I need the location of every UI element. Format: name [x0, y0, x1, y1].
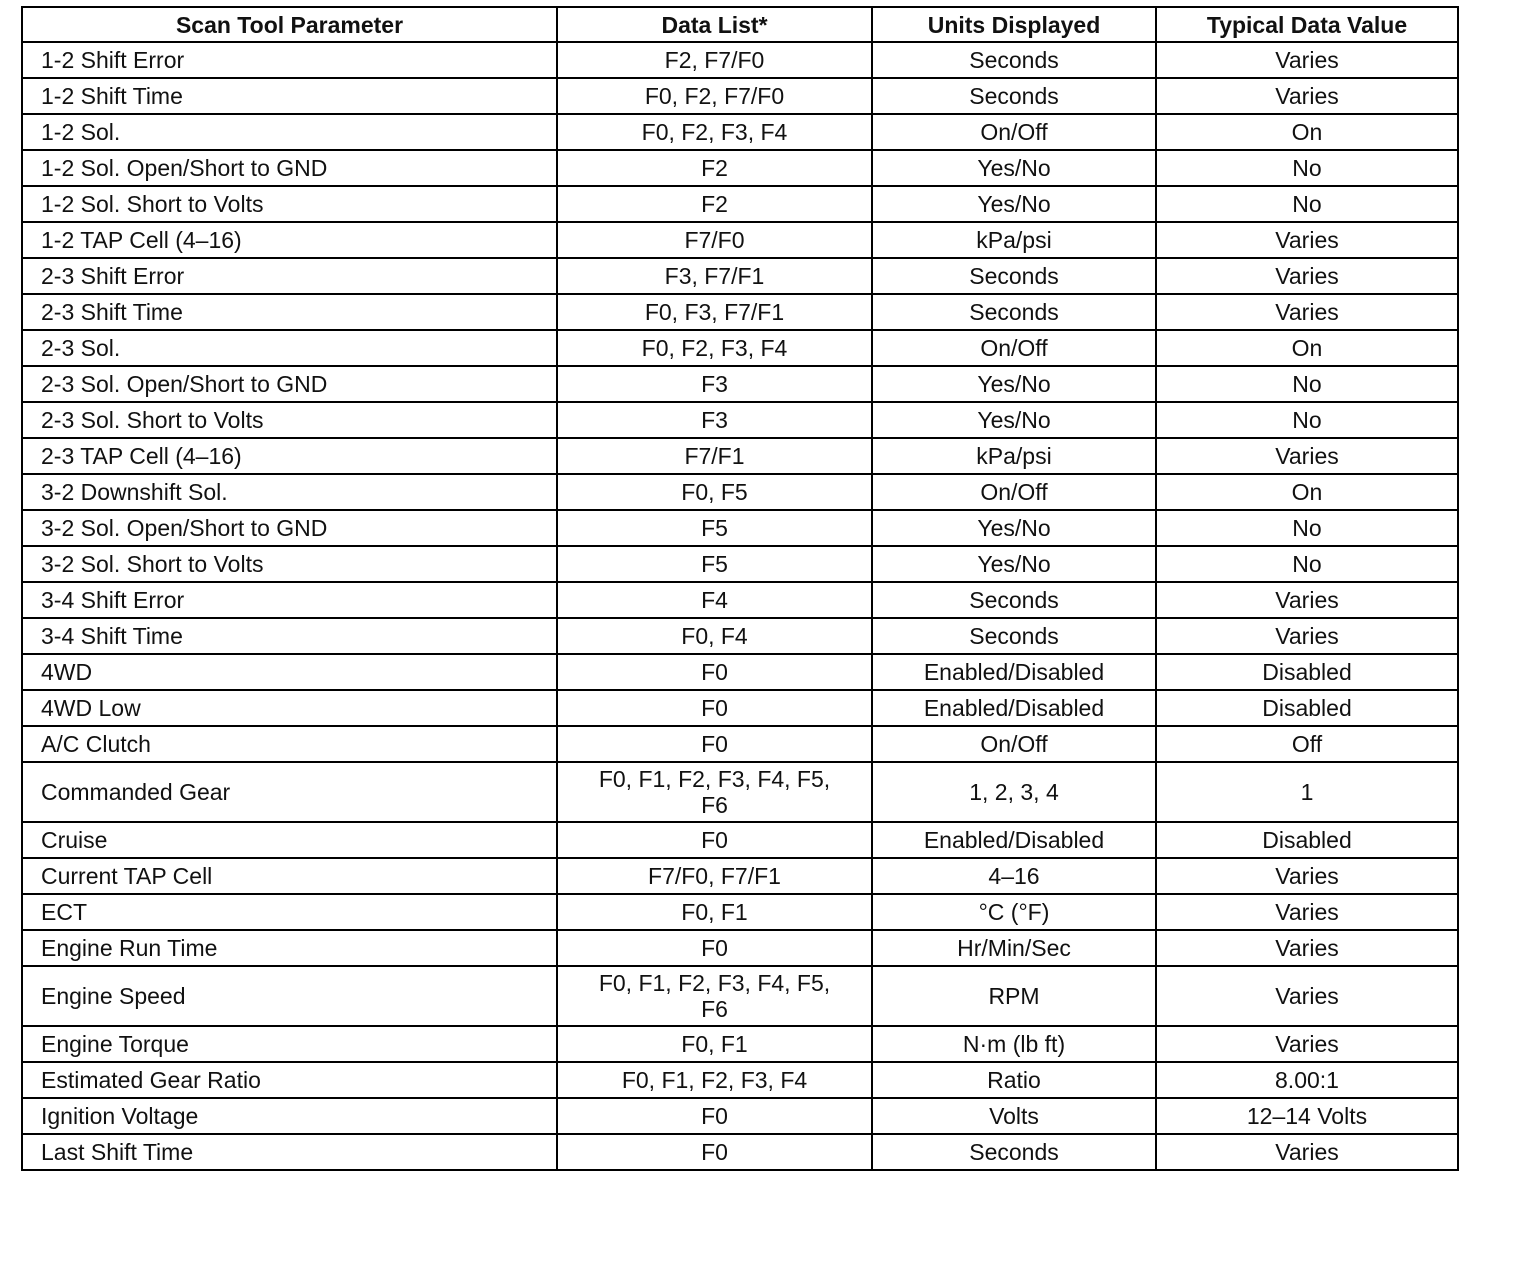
- units-cell: On/Off: [872, 474, 1156, 510]
- typical-value-cell: Disabled: [1156, 690, 1458, 726]
- data-list-cell: F5: [557, 546, 872, 582]
- units-cell: Seconds: [872, 294, 1156, 330]
- units-cell: On/Off: [872, 114, 1156, 150]
- parameter-cell: 3-4 Shift Time: [22, 618, 557, 654]
- data-list-cell: F4: [557, 582, 872, 618]
- units-cell: N·m (lb ft): [872, 1026, 1156, 1062]
- table-row: [22, 510, 1458, 546]
- parameter-cell: Engine Speed: [22, 966, 557, 1026]
- data-list-cell: F0, F3, F7/F1: [557, 294, 872, 330]
- table-row: [22, 222, 1458, 258]
- data-list-cell: F2: [557, 150, 872, 186]
- typical-value-cell: Varies: [1156, 1134, 1458, 1170]
- data-list-cell: F0, F5: [557, 474, 872, 510]
- typical-value-cell: Off: [1156, 726, 1458, 762]
- data-list-cell: F0, F2, F3, F4: [557, 114, 872, 150]
- parameter-cell: 1-2 Sol.: [22, 114, 557, 150]
- table-row: [22, 1062, 1458, 1098]
- table-row: [22, 546, 1458, 582]
- parameter-cell: 4WD: [22, 654, 557, 690]
- parameter-cell: Ignition Voltage: [22, 1098, 557, 1134]
- units-cell: RPM: [872, 966, 1156, 1026]
- units-cell: Enabled/Disabled: [872, 822, 1156, 858]
- table-row: [22, 474, 1458, 510]
- table-row: [22, 762, 1458, 822]
- units-cell: On/Off: [872, 330, 1156, 366]
- typical-value-cell: Disabled: [1156, 822, 1458, 858]
- units-cell: Seconds: [872, 582, 1156, 618]
- units-cell: 1, 2, 3, 4: [872, 762, 1156, 822]
- typical-value-cell: 12–14 Volts: [1156, 1098, 1458, 1134]
- typical-value-cell: On: [1156, 474, 1458, 510]
- data-list-cell: F7/F0, F7/F1: [557, 858, 872, 894]
- parameter-cell: Last Shift Time: [22, 1134, 557, 1170]
- table-row: [22, 822, 1458, 858]
- table-row: [22, 858, 1458, 894]
- parameter-cell: A/C Clutch: [22, 726, 557, 762]
- data-list-cell: F0, F1: [557, 1026, 872, 1062]
- typical-value-cell: Varies: [1156, 858, 1458, 894]
- units-cell: Volts: [872, 1098, 1156, 1134]
- table-row: [22, 330, 1458, 366]
- header-units-displayed: Units Displayed: [872, 7, 1156, 42]
- units-cell: Enabled/Disabled: [872, 690, 1156, 726]
- parameter-cell: 4WD Low: [22, 690, 557, 726]
- typical-value-cell: 1: [1156, 762, 1458, 822]
- header-scan-tool-parameter: Scan Tool Parameter: [22, 7, 557, 42]
- data-list-cell: F3, F7/F1: [557, 258, 872, 294]
- typical-value-cell: Varies: [1156, 618, 1458, 654]
- typical-value-cell: Varies: [1156, 966, 1458, 1026]
- parameter-cell: Estimated Gear Ratio: [22, 1062, 557, 1098]
- parameter-cell: 2-3 Sol.: [22, 330, 557, 366]
- data-list-cell: F0: [557, 822, 872, 858]
- parameter-cell: Engine Run Time: [22, 930, 557, 966]
- parameter-cell: 3-2 Downshift Sol.: [22, 474, 557, 510]
- typical-value-cell: Varies: [1156, 42, 1458, 78]
- typical-value-cell: Varies: [1156, 258, 1458, 294]
- typical-value-cell: No: [1156, 510, 1458, 546]
- typical-value-cell: No: [1156, 402, 1458, 438]
- units-cell: Yes/No: [872, 402, 1156, 438]
- parameter-cell: 3-4 Shift Error: [22, 582, 557, 618]
- parameter-cell: 1-2 Sol. Short to Volts: [22, 186, 557, 222]
- table-row: [22, 1098, 1458, 1134]
- units-cell: Seconds: [872, 1134, 1156, 1170]
- parameter-cell: 2-3 Shift Time: [22, 294, 557, 330]
- data-list-cell: F0, F1, F2, F3, F4, F5, F6: [557, 966, 872, 1026]
- units-cell: 4–16: [872, 858, 1156, 894]
- units-cell: Yes/No: [872, 546, 1156, 582]
- data-list-cell: F7/F0: [557, 222, 872, 258]
- table-row: [22, 258, 1458, 294]
- data-list-cell: F0, F1: [557, 894, 872, 930]
- typical-value-cell: No: [1156, 366, 1458, 402]
- table-row: [22, 966, 1458, 1026]
- parameter-cell: Engine Torque: [22, 1026, 557, 1062]
- typical-value-cell: Varies: [1156, 930, 1458, 966]
- data-list-cell: F0, F1, F2, F3, F4, F5, F6: [557, 762, 872, 822]
- scan-tool-parameter-table: [21, 6, 1459, 1171]
- table-row: [22, 402, 1458, 438]
- units-cell: Hr/Min/Sec: [872, 930, 1156, 966]
- typical-value-cell: Varies: [1156, 582, 1458, 618]
- units-cell: Enabled/Disabled: [872, 654, 1156, 690]
- data-list-cell: F0: [557, 654, 872, 690]
- table-row: [22, 294, 1458, 330]
- data-list-cell: F2: [557, 186, 872, 222]
- table-row: [22, 42, 1458, 78]
- data-list-cell: F0, F1, F2, F3, F4: [557, 1062, 872, 1098]
- data-list-cell: F5: [557, 510, 872, 546]
- table-row: [22, 726, 1458, 762]
- parameter-cell: 2-3 Sol. Short to Volts: [22, 402, 557, 438]
- table-row: [22, 1026, 1458, 1062]
- typical-value-cell: On: [1156, 114, 1458, 150]
- table-row: [22, 438, 1458, 474]
- data-list-cell: F7/F1: [557, 438, 872, 474]
- parameter-cell: Current TAP Cell: [22, 858, 557, 894]
- parameter-cell: 1-2 Shift Time: [22, 78, 557, 114]
- table-row: [22, 186, 1458, 222]
- data-list-cell: F0: [557, 1098, 872, 1134]
- units-cell: Seconds: [872, 258, 1156, 294]
- typical-value-cell: No: [1156, 150, 1458, 186]
- table-row: [22, 1134, 1458, 1170]
- units-cell: Seconds: [872, 78, 1156, 114]
- parameter-cell: 2-3 Sol. Open/Short to GND: [22, 366, 557, 402]
- data-list-cell: F0: [557, 930, 872, 966]
- data-list-cell: F2, F7/F0: [557, 42, 872, 78]
- parameter-cell: Cruise: [22, 822, 557, 858]
- table-row: [22, 618, 1458, 654]
- table-row: [22, 150, 1458, 186]
- data-list-cell: F0, F2, F7/F0: [557, 78, 872, 114]
- typical-value-cell: Varies: [1156, 222, 1458, 258]
- table-header-row: [22, 7, 1458, 42]
- parameter-cell: 1-2 Sol. Open/Short to GND: [22, 150, 557, 186]
- parameter-cell: 3-2 Sol. Short to Volts: [22, 546, 557, 582]
- units-cell: On/Off: [872, 726, 1156, 762]
- data-list-cell: F0: [557, 1134, 872, 1170]
- parameter-cell: 2-3 TAP Cell (4–16): [22, 438, 557, 474]
- data-list-cell: F3: [557, 402, 872, 438]
- table-row: [22, 582, 1458, 618]
- units-cell: Ratio: [872, 1062, 1156, 1098]
- units-cell: kPa/psi: [872, 222, 1156, 258]
- data-list-cell: F0: [557, 726, 872, 762]
- typical-value-cell: No: [1156, 546, 1458, 582]
- units-cell: Seconds: [872, 618, 1156, 654]
- parameter-cell: 2-3 Shift Error: [22, 258, 557, 294]
- table-row: [22, 930, 1458, 966]
- units-cell: Seconds: [872, 42, 1156, 78]
- units-cell: Yes/No: [872, 186, 1156, 222]
- parameter-cell: Commanded Gear: [22, 762, 557, 822]
- header-data-list: Data List*: [557, 7, 872, 42]
- data-list-cell: F3: [557, 366, 872, 402]
- typical-value-cell: Varies: [1156, 294, 1458, 330]
- table-row: [22, 654, 1458, 690]
- units-cell: kPa/psi: [872, 438, 1156, 474]
- parameter-cell: 3-2 Sol. Open/Short to GND: [22, 510, 557, 546]
- parameter-cell: 1-2 Shift Error: [22, 42, 557, 78]
- typical-value-cell: On: [1156, 330, 1458, 366]
- units-cell: Yes/No: [872, 366, 1156, 402]
- data-list-cell: F0: [557, 690, 872, 726]
- typical-value-cell: Varies: [1156, 78, 1458, 114]
- typical-value-cell: Varies: [1156, 1026, 1458, 1062]
- header-typical-data-value: Typical Data Value: [1156, 7, 1458, 42]
- data-list-cell: F0, F2, F3, F4: [557, 330, 872, 366]
- table-row: [22, 78, 1458, 114]
- units-cell: Yes/No: [872, 510, 1156, 546]
- table-body: [22, 42, 1458, 1170]
- units-cell: Yes/No: [872, 150, 1156, 186]
- units-cell: °C (°F): [872, 894, 1156, 930]
- typical-value-cell: Disabled: [1156, 654, 1458, 690]
- table-row: [22, 690, 1458, 726]
- typical-value-cell: Varies: [1156, 438, 1458, 474]
- table-row: [22, 366, 1458, 402]
- data-list-cell: F0, F4: [557, 618, 872, 654]
- parameter-cell: 1-2 TAP Cell (4–16): [22, 222, 557, 258]
- typical-value-cell: 8.00:1: [1156, 1062, 1458, 1098]
- table-row: [22, 114, 1458, 150]
- typical-value-cell: Varies: [1156, 894, 1458, 930]
- typical-value-cell: No: [1156, 186, 1458, 222]
- parameter-cell: ECT: [22, 894, 557, 930]
- table-row: [22, 894, 1458, 930]
